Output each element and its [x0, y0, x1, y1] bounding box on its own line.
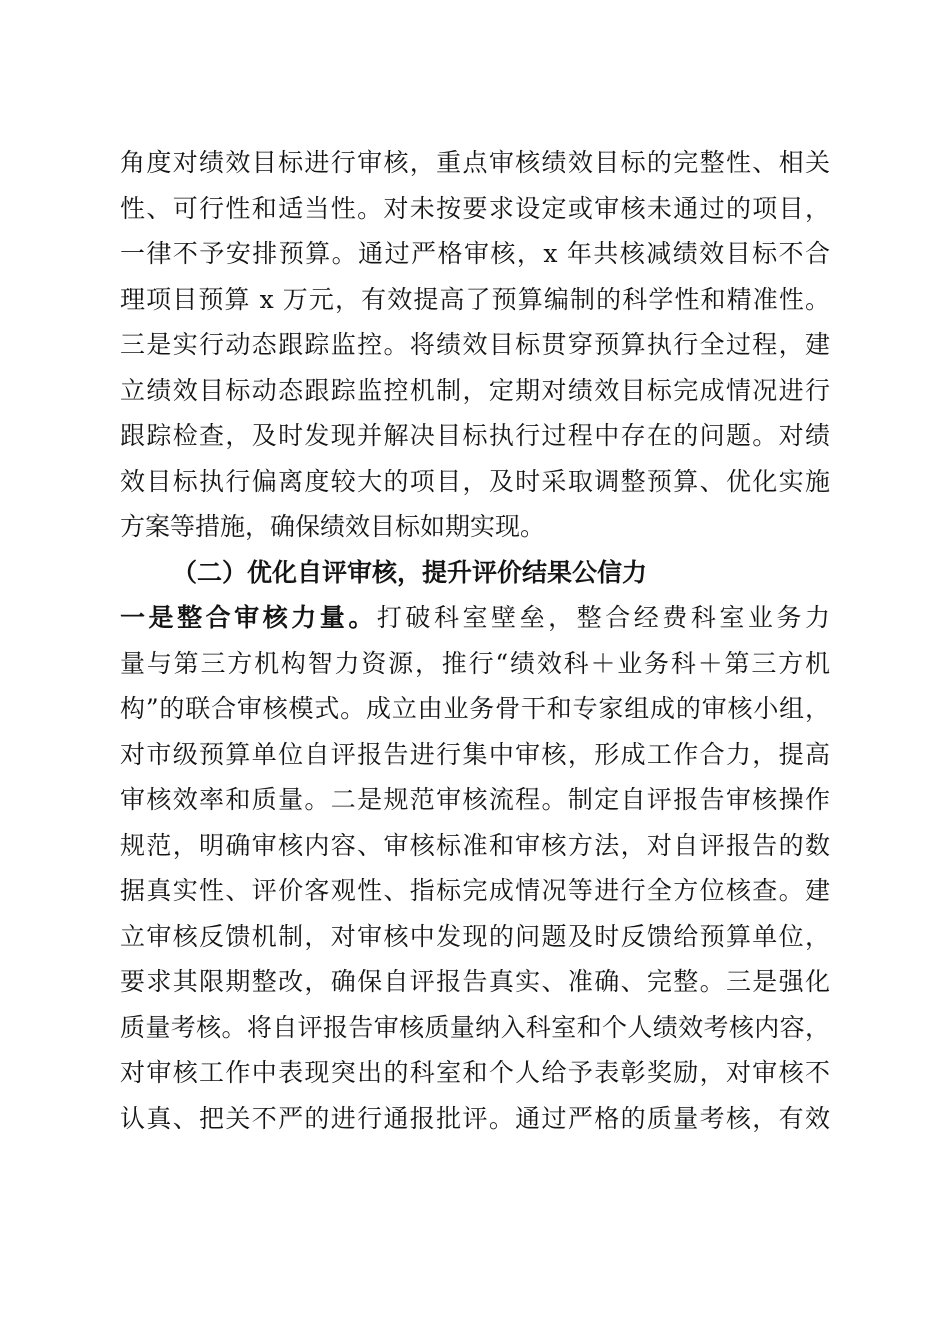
body-line: 审核效率和质量。二是规范审核流程。制定自评报告审核操作 — [120, 785, 830, 814]
body-line: 量与第三方机构智力资源，推行“绩效科＋业务科＋第三方机 — [120, 648, 830, 678]
body-line: 构”的联合审核模式。成立由业务骨干和专家组成的审核小组， — [120, 694, 830, 723]
document-body — [120, 140, 830, 1141]
lead-phrase: 一是整合审核力量。 — [120, 603, 377, 632]
body-line: 跟踪检查，及时发现并解决目标执行过程中存在的问题。对绩 — [120, 421, 830, 450]
lead-rest: 打破科室壁垒，整合经费科室业务力 — [376, 603, 830, 632]
body-line: 立绩效目标动态跟踪监控机制，定期对绩效目标完成情况进行 — [120, 375, 830, 405]
body-line: 角度对绩效目标进行审核，重点审核绩效目标的完整性、相关 — [120, 148, 830, 177]
body-line: 规范，明确审核内容、审核标准和审核方法，对自评报告的数 — [120, 830, 830, 860]
body-line: 据真实性、评价客观性、指标完成情况等进行全方位核查。建 — [120, 876, 830, 905]
body-line: 一律不予安排预算。通过严格审核，x 年共核减绩效目标不合 — [120, 239, 830, 268]
section-heading: （二）优化自评审核，提升评价结果公信力 — [172, 557, 648, 587]
body-line: 对审核工作中表现突出的科室和个人给予表彰奖励，对审核不 — [120, 1058, 830, 1087]
body-line: 对市级预算单位自评报告进行集中审核，形成工作合力，提高 — [120, 739, 830, 769]
body-line: 理项目预算 x 万元，有效提高了预算编制的科学性和精准性。 — [120, 284, 830, 314]
body-line: 效目标执行偏离度较大的项目，及时采取调整预算、优化实施 — [120, 466, 830, 496]
body-line: 方案等措施，确保绩效目标如期实现。 — [120, 512, 546, 541]
body-line: 立审核反馈机制，对审核中发现的问题及时反馈给预算单位， — [120, 921, 830, 951]
body-line: 质量考核。将自评报告审核质量纳入科室和个人绩效考核内容， — [120, 1012, 830, 1042]
body-line: 认真、把关不严的进行通报批评。通过严格的质量考核，有效 — [120, 1103, 830, 1133]
body-line: 三是实行动态跟踪监控。将绩效目标贯穿预算执行全过程，建 — [120, 330, 830, 359]
body-line: 性、可行性和适当性。对未按要求设定或审核未通过的项目， — [120, 193, 830, 223]
body-line-lead — [120, 595, 830, 641]
body-line: 要求其限期整改，确保自评报告真实、准确、完整。三是强化 — [120, 967, 830, 996]
